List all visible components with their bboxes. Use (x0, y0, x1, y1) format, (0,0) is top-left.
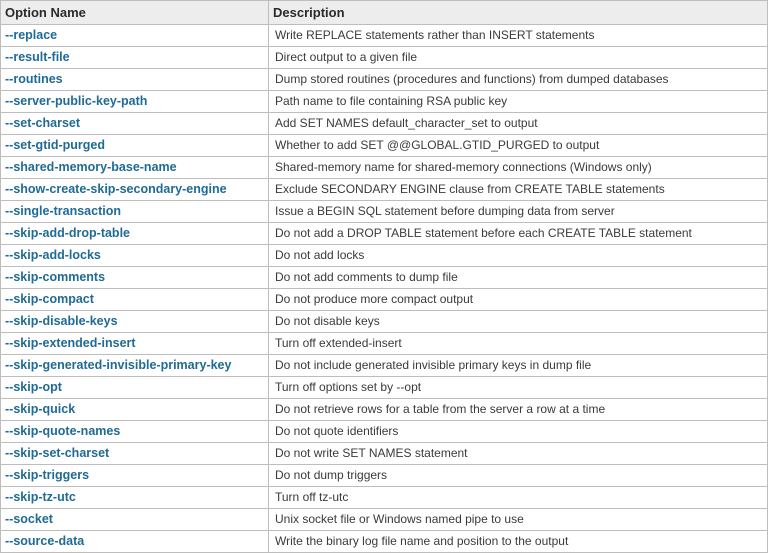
table-row (1, 25, 768, 47)
option-name[interactable]: --skip-quick (1, 399, 269, 421)
option-description: Do not add comments to dump file (269, 267, 768, 289)
option-description: Do not add a DROP TABLE statement before each CREATE TABLE statement (269, 223, 768, 245)
option-name[interactable]: --skip-add-locks (1, 245, 269, 267)
option-description: Turn off options set by --opt (269, 377, 768, 399)
option-name[interactable]: --skip-extended-insert (1, 333, 269, 355)
option-description: Turn off tz-utc (269, 487, 768, 509)
table-row (1, 377, 768, 399)
option-description: Do not disable keys (269, 311, 768, 333)
option-description: Dump stored routines (procedures and functions) from dumped databases (269, 69, 768, 91)
table-row (1, 69, 768, 91)
option-name[interactable]: --source-data (1, 531, 269, 553)
table-row (1, 179, 768, 201)
option-name[interactable]: --skip-tz-utc (1, 487, 269, 509)
option-description: Turn off extended-insert (269, 333, 768, 355)
table-row (1, 267, 768, 289)
option-name[interactable]: --set-charset (1, 113, 269, 135)
table-row (1, 113, 768, 135)
option-description: Issue a BEGIN SQL statement before dumping data from server (269, 201, 768, 223)
table-row (1, 465, 768, 487)
table-row (1, 311, 768, 333)
option-description: Do not dump triggers (269, 465, 768, 487)
option-description: Write the binary log file name and position to the output (269, 531, 768, 553)
table-row (1, 201, 768, 223)
option-description: Exclude SECONDARY ENGINE clause from CREATE TABLE statements (269, 179, 768, 201)
option-description: Do not include generated invisible primary keys in dump file (269, 355, 768, 377)
table-row (1, 223, 768, 245)
option-description: Add SET NAMES default_character_set to output (269, 113, 768, 135)
option-description: Do not write SET NAMES statement (269, 443, 768, 465)
option-description: Unix socket file or Windows named pipe to use (269, 509, 768, 531)
option-description: Do not produce more compact output (269, 289, 768, 311)
table-row (1, 91, 768, 113)
option-name[interactable]: --single-transaction (1, 201, 269, 223)
option-name[interactable]: --socket (1, 509, 269, 531)
table-row (1, 289, 768, 311)
option-name[interactable]: --set-gtid-purged (1, 135, 269, 157)
table-body (1, 25, 768, 553)
option-name[interactable]: --replace (1, 25, 269, 47)
table-row (1, 157, 768, 179)
column-header-description: Description (269, 1, 768, 25)
option-name[interactable]: --skip-set-charset (1, 443, 269, 465)
option-description: Do not add locks (269, 245, 768, 267)
option-description: Do not quote identifiers (269, 421, 768, 443)
table-row (1, 355, 768, 377)
option-name[interactable]: --skip-opt (1, 377, 269, 399)
table-row (1, 443, 768, 465)
column-header-option-name: Option Name (1, 1, 269, 25)
option-description: Write REPLACE statements rather than INSERT statements (269, 25, 768, 47)
table-row (1, 135, 768, 157)
table-row (1, 487, 768, 509)
option-name[interactable]: --skip-comments (1, 267, 269, 289)
table-row (1, 421, 768, 443)
option-description: Direct output to a given file (269, 47, 768, 69)
option-name[interactable]: --routines (1, 69, 269, 91)
option-name[interactable]: --skip-quote-names (1, 421, 269, 443)
option-name[interactable]: --result-file (1, 47, 269, 69)
option-name[interactable]: --skip-disable-keys (1, 311, 269, 333)
table-row (1, 245, 768, 267)
option-description: Do not retrieve rows for a table from the server a row at a time (269, 399, 768, 421)
option-name[interactable]: --skip-generated-invisible-primary-key (1, 355, 269, 377)
option-description: Path name to file containing RSA public key (269, 91, 768, 113)
table-row (1, 531, 768, 553)
table-row (1, 333, 768, 355)
header-row (1, 1, 768, 25)
table-row (1, 509, 768, 531)
option-name[interactable]: --server-public-key-path (1, 91, 269, 113)
option-name[interactable]: --skip-add-drop-table (1, 223, 269, 245)
option-description: Whether to add SET @@GLOBAL.GTID_PURGED to output (269, 135, 768, 157)
table-row (1, 47, 768, 69)
option-name[interactable]: --skip-compact (1, 289, 269, 311)
table-row (1, 399, 768, 421)
option-description: Shared-memory name for shared-memory connections (Windows only) (269, 157, 768, 179)
option-name[interactable]: --show-create-skip-secondary-engine (1, 179, 269, 201)
option-name[interactable]: --shared-memory-base-name (1, 157, 269, 179)
option-name[interactable]: --skip-triggers (1, 465, 269, 487)
